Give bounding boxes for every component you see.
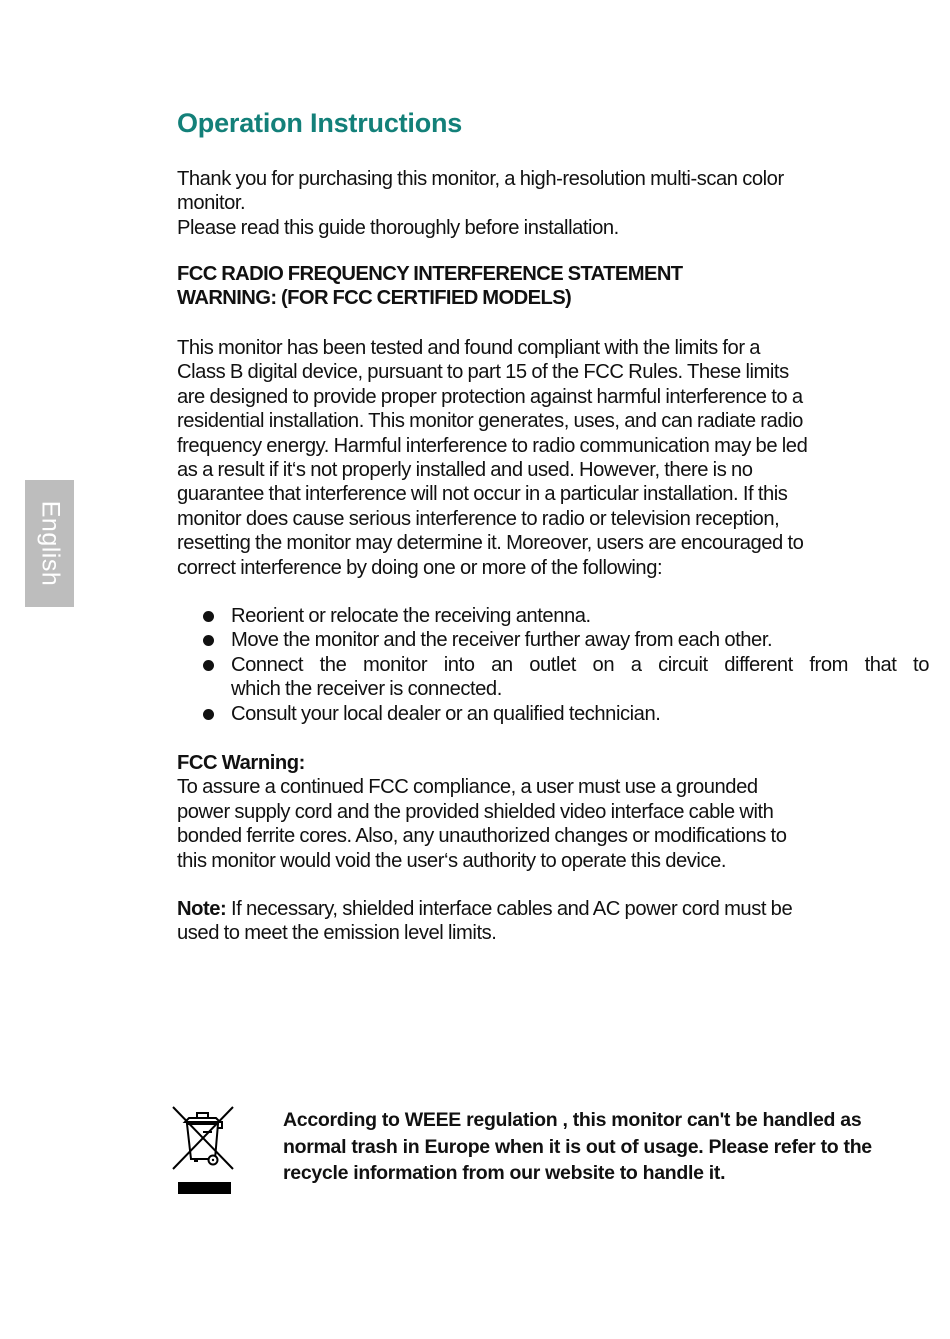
fcc-statement-heading	[177, 262, 683, 311]
list-item	[199, 702, 929, 726]
fcc-body-line: monitor does cause serious interference to radio or television reception,	[177, 507, 780, 530]
bullet-icon	[203, 611, 214, 622]
intro-line: Thank you for purchasing this monitor, a high-resolution multi-scan color	[177, 168, 784, 190]
page-title: Operation Instructions	[177, 108, 463, 138]
fcc-body-line: frequency energy. Harmful interference to radio communication may be led	[177, 434, 808, 457]
list-item-text: Move the monitor and the receiver further away from each other.	[231, 629, 773, 652]
bullet-icon	[203, 660, 214, 671]
fcc-body-line: as a result if it‘s not properly installed and used. However, there is no	[177, 459, 753, 482]
note-line	[177, 897, 922, 921]
fcc-statement-body	[177, 336, 922, 580]
intro-line: Please read this guide thoroughly before installation.	[177, 216, 619, 239]
intro-paragraph	[177, 167, 917, 240]
weee-notice	[283, 1107, 933, 1187]
fcc-body-line: residential installation. This monitor generates, uses, and can radiate radio	[177, 410, 803, 433]
fcc-warning-line: To assure a continued FCC compliance, a user must use a grounded	[177, 776, 758, 799]
note-line: used to meet the emission level limits.	[177, 922, 497, 945]
fcc-body-line: guarantee that interference will not occur in a particular installation. If this	[177, 483, 788, 506]
list-item-text-continued: which the receiver is connected.	[231, 678, 502, 701]
weee-line: recycle information from our website to handle it.	[283, 1162, 726, 1184]
fcc-heading-line: WARNING: (FOR FCC CERTIFIED MODELS)	[177, 287, 572, 310]
intro-line: monitor.	[177, 192, 246, 215]
list-item	[199, 628, 929, 652]
list-item-text: Connect the monitor into an outlet on a circuit different from that to	[231, 653, 929, 676]
fcc-heading-line: FCC RADIO FREQUENCY INTERFERENCE STATEMENT	[177, 263, 683, 285]
list-item	[199, 604, 929, 628]
note-label: Note:	[177, 898, 227, 920]
fcc-warning-line: power supply cord and the provided shielded video interface cable with	[177, 800, 774, 823]
weee-line: According to WEEE regulation , this monitor can't be handled as	[283, 1109, 862, 1131]
fcc-warning-line: this monitor would void the user‘s authority to operate this device.	[177, 849, 727, 872]
fcc-warning-line: bonded ferrite cores. Also, any unauthorized changes or modifications to	[177, 825, 787, 848]
remedy-list	[199, 604, 929, 726]
fcc-body-line: This monitor has been tested and found compliant with the limits for a	[177, 337, 761, 359]
fcc-body-line: resetting the monitor may determine it. Moreover, users are encouraged to	[177, 532, 804, 555]
fcc-body-line: Class B digital device, pursuant to part 15 of the FCC Rules. These limits	[177, 361, 789, 384]
note-text: If necessary, shielded interface cables and AC power cord must be	[226, 898, 793, 920]
fcc-body-line: are designed to provide proper protection against harmful interference to a	[177, 385, 803, 408]
list-item	[199, 653, 929, 702]
fcc-warning-heading: FCC Warning:	[177, 752, 305, 774]
list-item-text: Consult your local dealer or an qualified technician.	[231, 702, 661, 725]
fcc-warning-section	[177, 751, 917, 873]
crossed-out-wheelie-bin-icon	[170, 1104, 236, 1196]
language-side-tab-label-wrap	[25, 480, 74, 607]
note-section	[177, 897, 922, 946]
bullet-icon	[203, 635, 214, 646]
list-item-text: Reorient or relocate the receiving antenna.	[231, 605, 591, 627]
weee-line: normal trash in Europe when it is out of usage. Please refer to the	[283, 1135, 872, 1158]
bullet-icon	[203, 709, 214, 720]
fcc-body-line: correct interference by doing one or more of the following:	[177, 556, 663, 579]
language-side-tab-label: English	[36, 500, 64, 587]
